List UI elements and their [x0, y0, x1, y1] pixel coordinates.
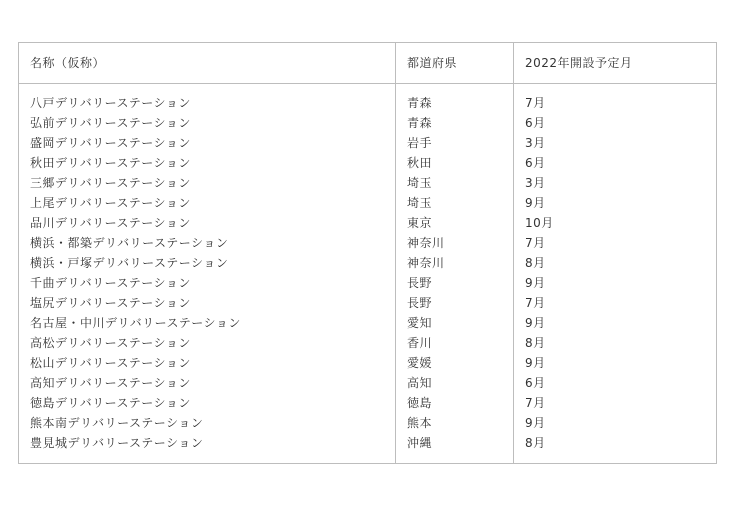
table-row	[19, 153, 716, 173]
cell-prefecture: 岩手	[407, 136, 433, 150]
delivery-station-table	[18, 42, 717, 464]
header-name: 名称（仮称）	[30, 56, 106, 70]
table-row	[19, 193, 716, 213]
cell-prefecture: 埼玉	[407, 196, 433, 210]
cell-month: 7月	[525, 96, 546, 110]
cell-prefecture: 青森	[407, 96, 433, 110]
table-row	[19, 393, 716, 413]
cell-month: 9月	[525, 416, 546, 430]
table-row	[19, 173, 716, 193]
cell-name: 弘前デリバリーステーション	[30, 116, 191, 130]
header-month: 2022年開設予定月	[525, 56, 633, 70]
cell-name: 三郷デリバリーステーション	[30, 176, 191, 190]
cell-month: 8月	[525, 436, 546, 450]
cell-name: 高松デリバリーステーション	[30, 336, 191, 350]
cell-prefecture: 熊本	[407, 416, 433, 430]
table-row	[19, 213, 716, 233]
table-row	[19, 233, 716, 253]
cell-prefecture: 香川	[407, 336, 433, 350]
cell-prefecture: 徳島	[407, 396, 433, 410]
cell-prefecture: 長野	[407, 296, 433, 310]
cell-month: 7月	[525, 396, 546, 410]
table-row	[19, 133, 716, 153]
table-row	[19, 353, 716, 373]
table-row	[19, 93, 716, 113]
cell-prefecture: 長野	[407, 276, 433, 290]
table-body	[19, 93, 716, 453]
cell-month: 7月	[525, 296, 546, 310]
cell-prefecture: 愛知	[407, 316, 433, 330]
cell-month: 3月	[525, 176, 546, 190]
cell-month: 8月	[525, 256, 546, 270]
cell-prefecture: 埼玉	[407, 176, 433, 190]
cell-month: 9月	[525, 316, 546, 330]
cell-name: 熊本南デリバリーステーション	[30, 416, 204, 430]
cell-prefecture: 沖縄	[407, 436, 433, 450]
table-row	[19, 253, 716, 273]
cell-prefecture: 東京	[407, 216, 433, 230]
cell-name: 盛岡デリバリーステーション	[30, 136, 191, 150]
cell-prefecture: 青森	[407, 116, 433, 130]
cell-prefecture: 愛媛	[407, 356, 433, 370]
cell-month: 10月	[525, 216, 554, 230]
cell-month: 3月	[525, 136, 546, 150]
cell-name: 豊見城デリバリーステーション	[30, 436, 204, 450]
table-row	[19, 313, 716, 333]
cell-month: 6月	[525, 156, 546, 170]
table-row	[19, 413, 716, 433]
cell-month: 6月	[525, 116, 546, 130]
cell-prefecture: 高知	[407, 376, 433, 390]
cell-prefecture: 秋田	[407, 156, 433, 170]
cell-name: 塩尻デリバリーステーション	[30, 296, 191, 310]
table-row	[19, 273, 716, 293]
cell-name: 高知デリバリーステーション	[30, 376, 191, 390]
cell-name: 八戸デリバリーステーション	[30, 96, 191, 110]
cell-name: 松山デリバリーステーション	[30, 356, 191, 370]
cell-name: 横浜・都築デリバリーステーション	[30, 236, 229, 250]
cell-prefecture: 神奈川	[407, 236, 445, 250]
cell-month: 6月	[525, 376, 546, 390]
table-header-row	[19, 43, 716, 84]
cell-name: 徳島デリバリーステーション	[30, 396, 191, 410]
cell-month: 9月	[525, 276, 546, 290]
table-row	[19, 373, 716, 393]
cell-name: 千曲デリバリーステーション	[30, 276, 191, 290]
table-row	[19, 293, 716, 313]
cell-name: 上尾デリバリーステーション	[30, 196, 191, 210]
table-row	[19, 113, 716, 133]
cell-month: 9月	[525, 356, 546, 370]
cell-name: 横浜・戸塚デリバリーステーション	[30, 256, 229, 270]
cell-month: 7月	[525, 236, 546, 250]
cell-name: 品川デリバリーステーション	[30, 216, 191, 230]
cell-name: 秋田デリバリーステーション	[30, 156, 191, 170]
cell-month: 8月	[525, 336, 546, 350]
cell-name: 名古屋・中川デリバリーステーション	[30, 316, 241, 330]
table-row	[19, 333, 716, 353]
table-row	[19, 433, 716, 453]
cell-month: 9月	[525, 196, 546, 210]
header-prefecture: 都道府県	[407, 56, 458, 70]
cell-prefecture: 神奈川	[407, 256, 445, 270]
